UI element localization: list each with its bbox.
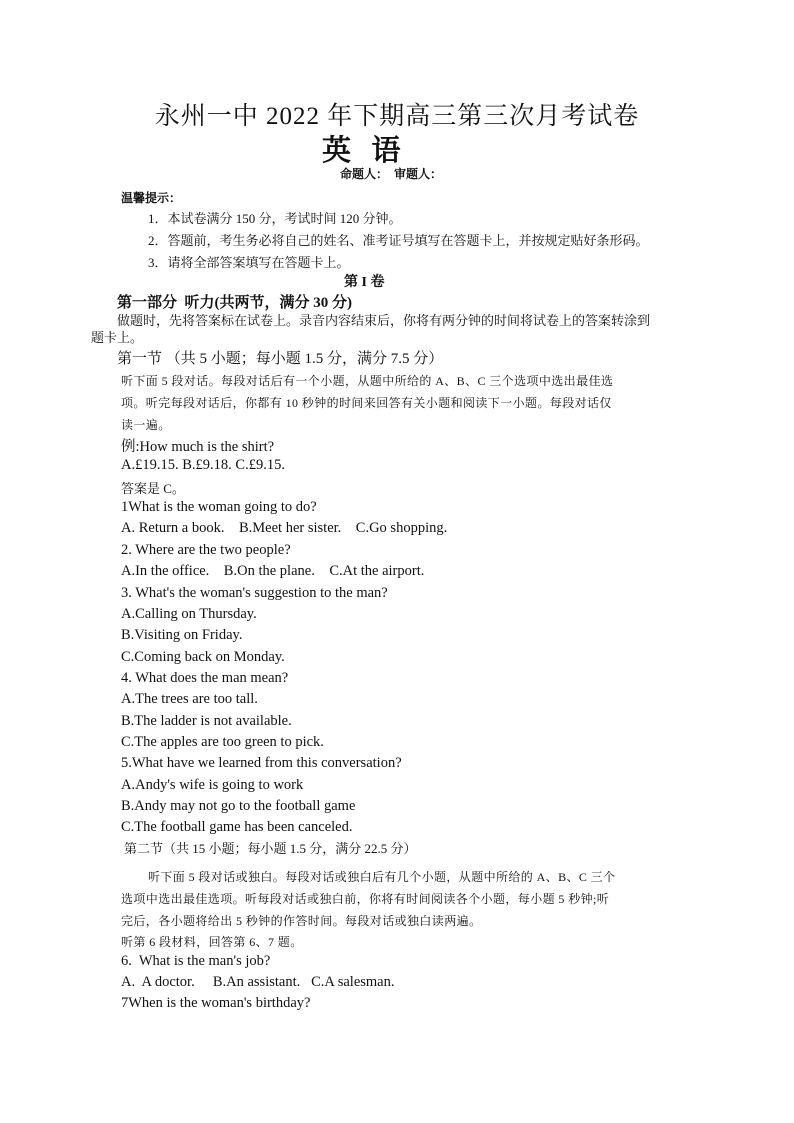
question-line: 7When is the woman's birthday? [121, 995, 311, 1011]
section2-instruction: 完后，各小题将给出 5 秒钟的作答时间。每段对话或独白读两遍。 [121, 914, 482, 928]
question-option: C.The apples are too green to pick. [121, 734, 324, 750]
example-options: A.£19.15. B.£9.18. C.£9.15. [121, 457, 285, 473]
section1-heading: 第一节 （共 5 小题；每小题 1.5 分，满分 7.5 分） [117, 351, 444, 367]
example-answer: 答案是 C。 [121, 481, 185, 496]
question-options: A. Return a book. B.Meet her sister. C.Go shopping. [121, 520, 448, 536]
section2-heading: 第二节（共 15 小题；每小题 1.5 分，满分 22.5 分） [124, 841, 417, 856]
section1-instruction: 项。听完每段对话后，你都有 10 秒钟的时间来回答有关小题和阅读下一小题。每段对话仅 [121, 396, 612, 410]
tip-item: 3．请将全部答案填写在答题卡上。 [148, 255, 350, 270]
question-line: 1What is the woman going to do? [121, 499, 317, 515]
question-option: A.The trees are too tall. [121, 691, 258, 707]
material-note: 听第 6 段材料，回答第 6、7 题。 [121, 935, 303, 949]
volume-heading: 第 I 卷 [344, 275, 385, 290]
tip-item: 2．答题前，考生务必将自己的姓名、准考证号填写在答题卡上，并按规定贴好条形码。 [148, 233, 649, 248]
part1-intro-line: 做题时，先将答案标在试卷上。录音内容结束后，你将有两分钟的时间将试卷上的答案转涂到 [117, 313, 651, 328]
question-option: C.Coming back on Monday. [121, 649, 285, 665]
question-option: B.Andy may not go to the football game [121, 798, 356, 814]
question-line: 6. What is the man's job? [121, 953, 271, 969]
tip-item: 1．本试卷满分 150 分，考试时间 120 分钟。 [148, 211, 402, 226]
tips-heading: 温馨提示： [121, 191, 182, 205]
part1-heading: 第一部分 听力(共两节，满分 30 分) [117, 295, 352, 311]
question-option: B.The ladder is not available. [121, 713, 292, 729]
part1-intro-line: 题卡上。 [91, 330, 144, 345]
subject-title: 英 语 [322, 135, 403, 167]
section2-instruction: 听下面 5 段对话或独白。每段对话或独白后有几个小题，从题中所给的 A、B、C 三个 [148, 870, 616, 884]
section1-instruction: 听下面 5 段对话。每段对话后有一个小题，从题中所给的 A、B、C 三个选项中选出最佳选 [121, 374, 614, 388]
example-question: 例:How much is the shirt? [121, 439, 275, 455]
question-options: A.In the office. B.On the plane. C.At the airport. [121, 563, 425, 579]
question-option: A.Andy's wife is going to work [121, 777, 304, 793]
section1-instruction: 读一遍。 [121, 418, 171, 432]
question-line: 3. What's the woman's suggestion to the man? [121, 585, 388, 601]
setters-line: 命题人： 审题人： [340, 167, 443, 181]
question-line: 4. What does the man mean? [121, 670, 289, 686]
question-option: C.The football game has been canceled. [121, 819, 353, 835]
question-option: A.Calling on Thursday. [121, 606, 257, 622]
question-line: 2. Where are the two people? [121, 542, 291, 558]
question-line: 5.What have we learned from this conversation? [121, 755, 402, 771]
section2-instruction: 选项中选出最佳选项。听每段对话或独白前，你将有时间阅读各个小题，每小题 5 秒钟;听 [121, 892, 610, 906]
question-options: A. A doctor. B.An assistant. C.A salesman. [121, 974, 395, 990]
question-option: B.Visiting on Friday. [121, 627, 243, 643]
exam-title: 永州一中 2022 年下期高三第三次月考试卷 [154, 103, 640, 130]
